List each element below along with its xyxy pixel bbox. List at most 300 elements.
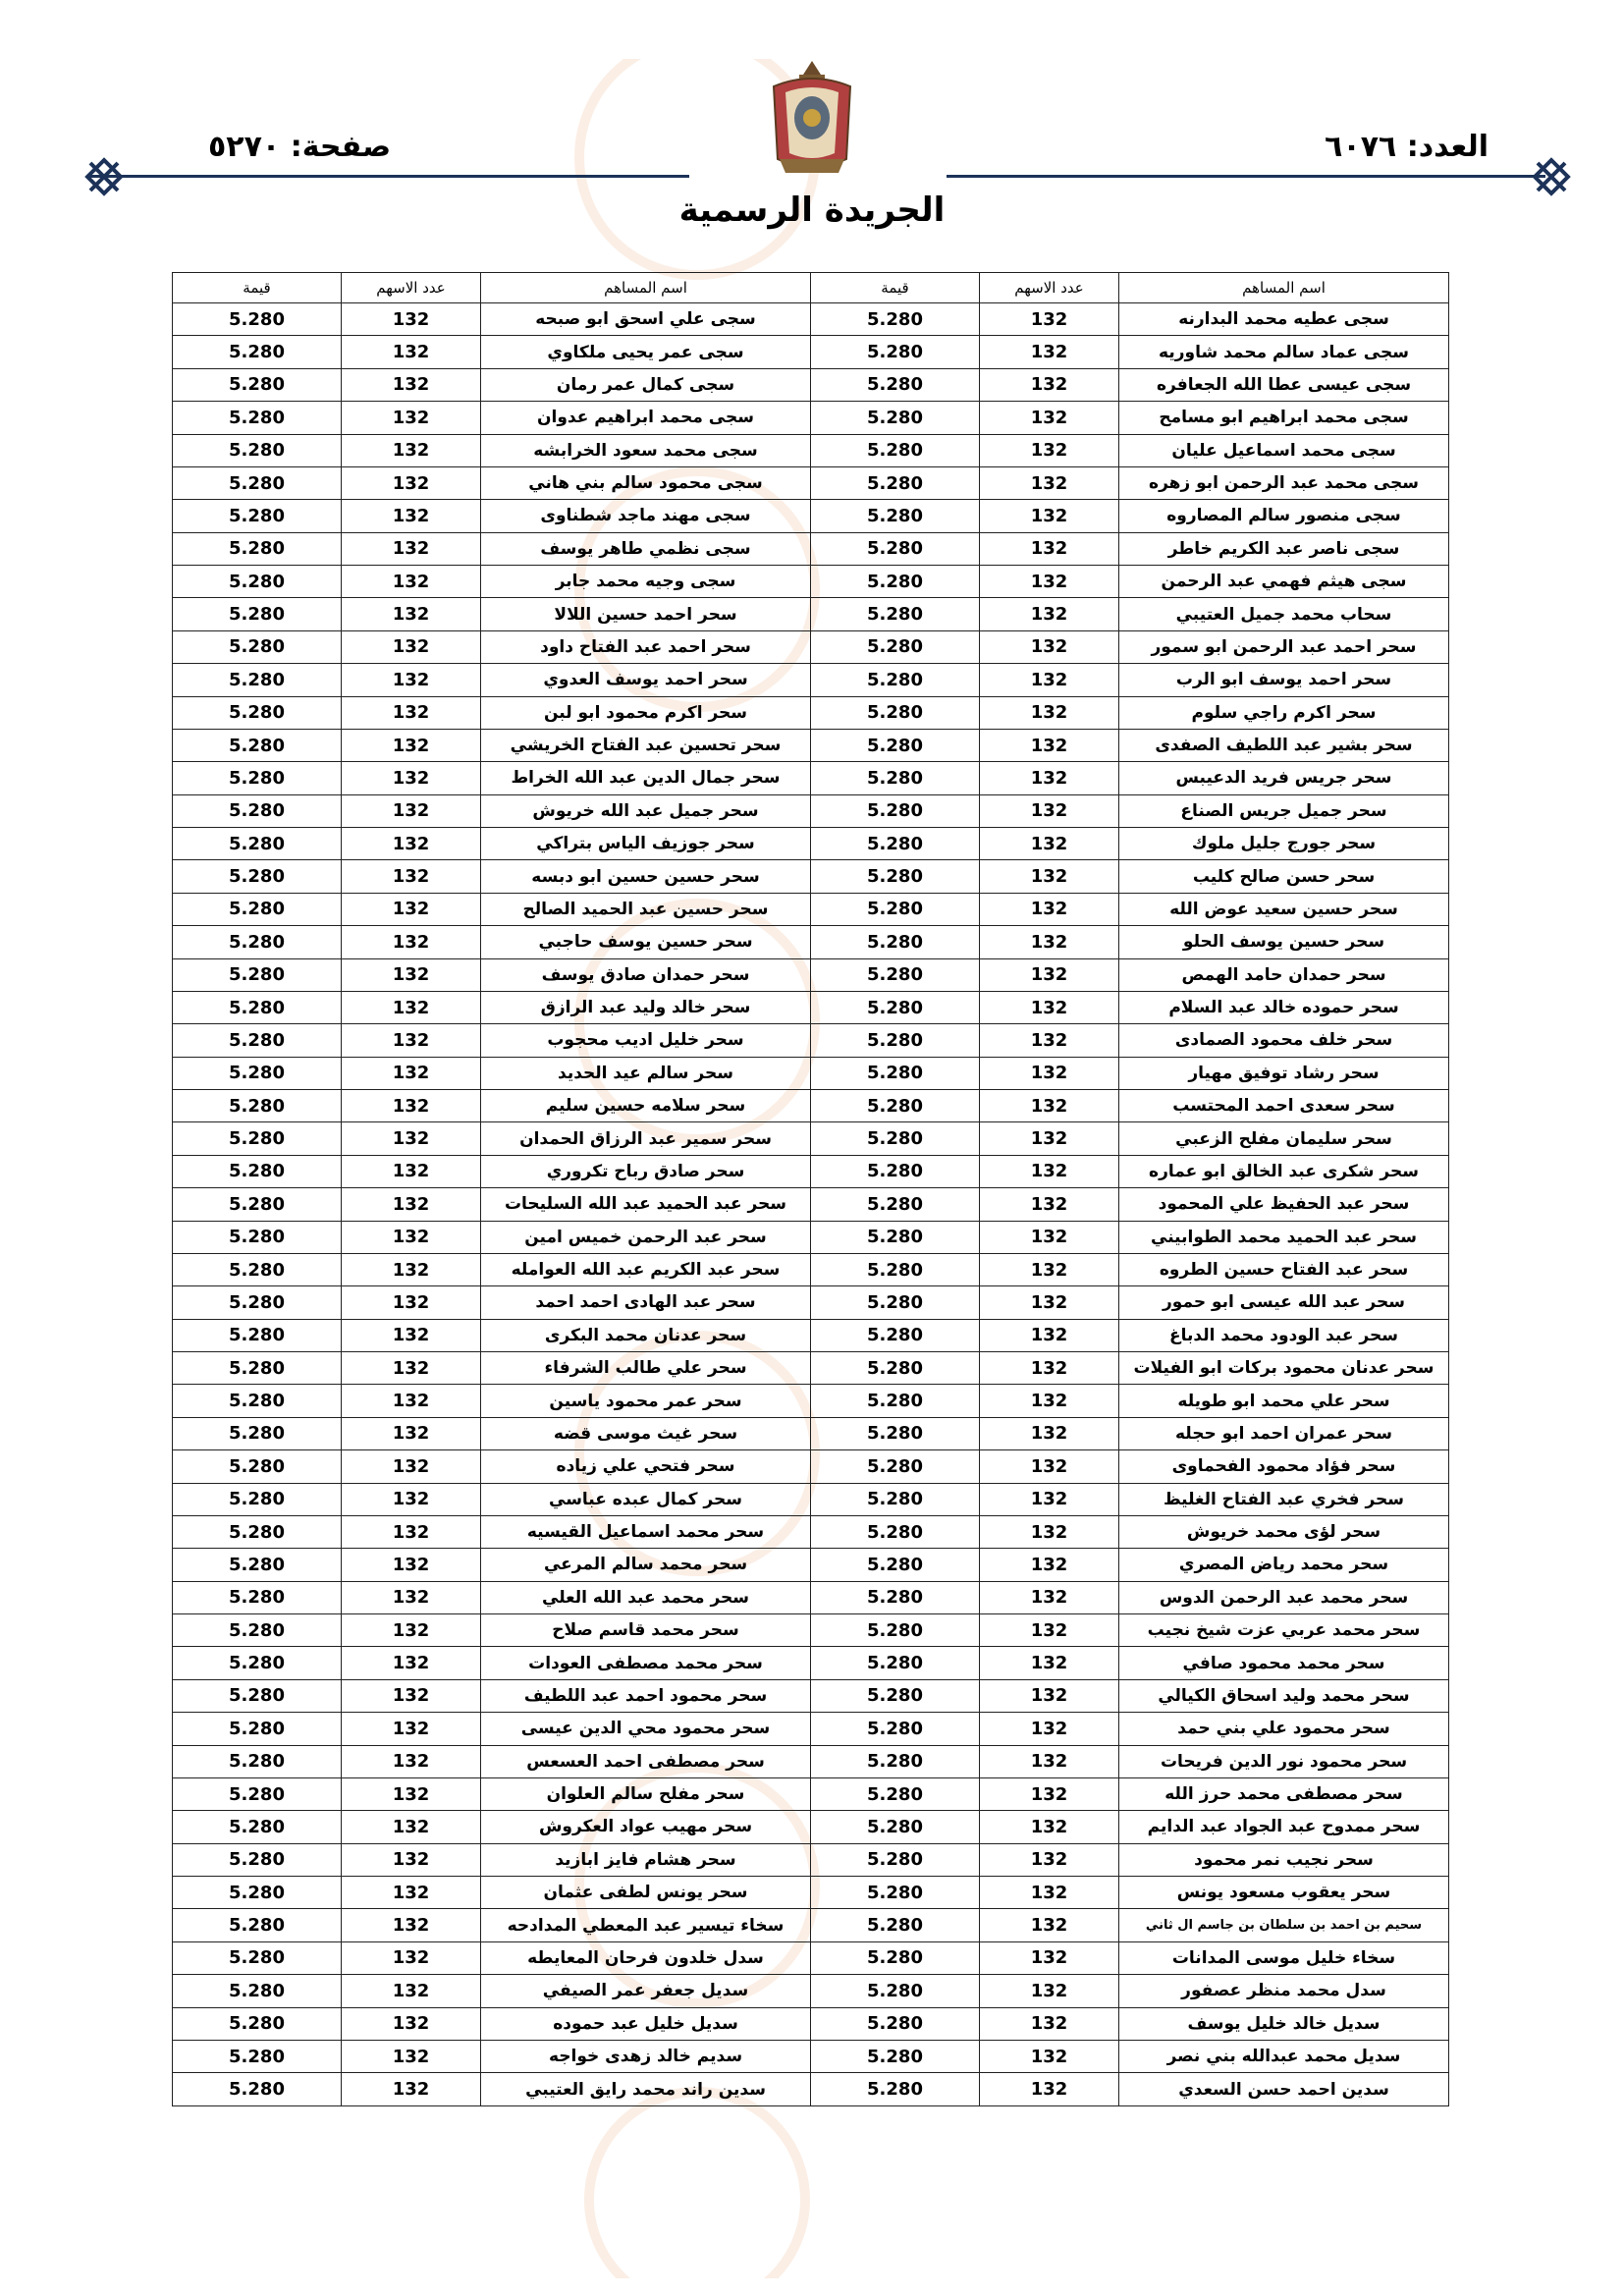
- right-share-count-cell: 132: [980, 2040, 1119, 2072]
- header-rule-right: [947, 175, 1545, 178]
- left-shareholder-name-cell: سجى علي اسحق ابو صبحه: [481, 303, 811, 336]
- right-shareholder-name-cell: سحر عمران احمد ابو حجله: [1119, 1417, 1449, 1449]
- right-share-count-cell: 132: [980, 1352, 1119, 1385]
- left-shareholder-name-cell: سجى وجيه محمد جابر: [481, 566, 811, 598]
- right-shareholder-name-cell: سحر حسن صالح كليب: [1119, 860, 1449, 893]
- right-shareholder-name-cell: سجى محمد ابراهيم ابو مسامح: [1119, 402, 1449, 434]
- left-shareholder-name-cell: سديل خليل عبد حموده: [481, 2007, 811, 2040]
- left-share-count-cell: 132: [342, 1024, 481, 1057]
- right-share-count-cell: 132: [980, 696, 1119, 729]
- left-share-value-cell: 5.280: [173, 402, 342, 434]
- right-share-count-cell: 132: [980, 566, 1119, 598]
- table-row: [173, 1975, 1449, 2007]
- right-share-value-cell: 5.280: [811, 1909, 980, 1941]
- right-shareholder-name-cell: سحر حسين سعيد عوض الله: [1119, 893, 1449, 925]
- left-share-count-cell: 132: [342, 1713, 481, 1745]
- left-share-count-cell: 132: [342, 991, 481, 1023]
- right-shareholder-name-cell: سديل محمد عبدالله بني نصر: [1119, 2040, 1449, 2072]
- right-shareholder-name-cell: سخاء خليل موسى المدانات: [1119, 1941, 1449, 1974]
- left-share-value-cell: 5.280: [173, 1713, 342, 1745]
- shareholders-table-container: [173, 272, 1449, 2106]
- table-row: [173, 794, 1449, 827]
- left-shareholder-name-cell: سحر هشام فايز ابازيد: [481, 1843, 811, 1876]
- left-share-count-cell: 132: [342, 434, 481, 466]
- right-share-count-cell: 132: [980, 336, 1119, 368]
- left-share-count-cell: 132: [342, 1777, 481, 1810]
- right-shareholder-name-cell: سحر فخري عبد الفتاح الغليظ: [1119, 1483, 1449, 1515]
- left-share-value-cell: 5.280: [173, 991, 342, 1023]
- table-row: [173, 1679, 1449, 1712]
- left-shareholder-name-cell: سحر علي طالب الشرفاء: [481, 1352, 811, 1385]
- right-shareholder-name-cell: سحر خلف محمود الصمادى: [1119, 1024, 1449, 1057]
- left-share-count-cell: 132: [342, 566, 481, 598]
- right-shareholder-name-cell: سجى هيثم فهمي عبد الرحمن: [1119, 566, 1449, 598]
- left-share-count-cell: 132: [342, 1319, 481, 1351]
- right-shareholder-name-cell: سدين احمد حسن السعدي: [1119, 2073, 1449, 2106]
- table-row: [173, 696, 1449, 729]
- right-share-count-cell: 132: [980, 893, 1119, 925]
- left-share-value-cell: 5.280: [173, 893, 342, 925]
- left-share-value-cell: 5.280: [173, 303, 342, 336]
- left-shareholder-name-cell: سدل خلدون فرحان المعايطه: [481, 1941, 811, 1974]
- right-share-value-cell: 5.280: [811, 1155, 980, 1187]
- table-row: [173, 1811, 1449, 1843]
- right-share-count-cell: 132: [980, 664, 1119, 696]
- left-shareholder-name-cell: سحر احمد يوسف العدوي: [481, 664, 811, 696]
- right-shareholder-name-cell: سحر شكرى عبد الخالق ابو عماره: [1119, 1155, 1449, 1187]
- right-share-count-cell: 132: [980, 1188, 1119, 1221]
- left-share-value-cell: 5.280: [173, 1122, 342, 1155]
- header-value: قيمة: [173, 273, 342, 303]
- left-share-value-cell: 5.280: [173, 1679, 342, 1712]
- left-shareholder-name-cell: سحر عبد الكريم عبد الله العوامله: [481, 1253, 811, 1285]
- table-row: [173, 1188, 1449, 1221]
- right-share-value-cell: 5.280: [811, 566, 980, 598]
- right-shareholder-name-cell: سحر اكرم راجي سلوم: [1119, 696, 1449, 729]
- right-shareholder-name-cell: سحر جريس فريد الدعيبس: [1119, 762, 1449, 794]
- left-shareholder-name-cell: سحر محمود محي الدين عيسى: [481, 1713, 811, 1745]
- table-row: [173, 1122, 1449, 1155]
- right-share-value-cell: 5.280: [811, 1024, 980, 1057]
- header-share-count: عدد الاسهم: [342, 273, 481, 303]
- left-share-count-cell: 132: [342, 893, 481, 925]
- right-share-count-cell: 132: [980, 1549, 1119, 1581]
- right-share-count-cell: 132: [980, 1483, 1119, 1515]
- table-row: [173, 1417, 1449, 1449]
- right-share-value-cell: 5.280: [811, 1417, 980, 1449]
- right-share-count-cell: 132: [980, 2007, 1119, 2040]
- left-shareholder-name-cell: سحر محمود احمد عبد اللطيف: [481, 1679, 811, 1712]
- header-share-count: عدد الاسهم: [980, 273, 1119, 303]
- table-row: [173, 1614, 1449, 1647]
- right-shareholder-name-cell: سحر جورج جليل ملوك: [1119, 828, 1449, 860]
- table-row: [173, 500, 1449, 532]
- left-shareholder-name-cell: سديل جعفر عمر الصيفي: [481, 1975, 811, 2007]
- right-share-value-cell: 5.280: [811, 1647, 980, 1679]
- right-shareholder-name-cell: سجى ناصر عبد الكريم خاطر: [1119, 532, 1449, 565]
- left-share-value-cell: 5.280: [173, 1221, 342, 1253]
- left-share-value-cell: 5.280: [173, 500, 342, 532]
- left-shareholder-name-cell: سحر حسين عبد الحميد الصالح: [481, 893, 811, 925]
- left-share-count-cell: 132: [342, 1483, 481, 1515]
- left-share-value-cell: 5.280: [173, 1843, 342, 1876]
- table-row: [173, 1909, 1449, 1941]
- table-row: [173, 434, 1449, 466]
- right-share-count-cell: 132: [980, 630, 1119, 663]
- right-share-count-cell: 132: [980, 991, 1119, 1023]
- right-share-value-cell: 5.280: [811, 1614, 980, 1647]
- right-shareholder-name-cell: سجى عماد سالم محمد شاوريه: [1119, 336, 1449, 368]
- right-share-count-cell: 132: [980, 762, 1119, 794]
- right-share-value-cell: 5.280: [811, 434, 980, 466]
- left-shareholder-name-cell: سدين راند محمد رايق العتيبي: [481, 2073, 811, 2106]
- right-share-value-cell: 5.280: [811, 1253, 980, 1285]
- right-share-value-cell: 5.280: [811, 860, 980, 893]
- left-shareholder-name-cell: سحر حسين حسين ابو دبسه: [481, 860, 811, 893]
- right-share-value-cell: 5.280: [811, 1090, 980, 1122]
- left-shareholder-name-cell: سحر حسين يوسف حاجبي: [481, 926, 811, 958]
- table-row: [173, 1286, 1449, 1319]
- left-shareholder-name-cell: سخاء تيسير عبد المعطي المدادحه: [481, 1909, 811, 1941]
- table-row: [173, 1941, 1449, 1974]
- left-share-count-cell: 132: [342, 1188, 481, 1221]
- table-row: [173, 1155, 1449, 1187]
- right-shareholder-name-cell: سحر محمود نور الدين فريحات: [1119, 1745, 1449, 1777]
- right-share-value-cell: 5.280: [811, 1877, 980, 1909]
- right-shareholder-name-cell: سحر عبد الودود محمد الدباغ: [1119, 1319, 1449, 1351]
- right-shareholder-name-cell: سجى عطيه محمد البدارنه: [1119, 303, 1449, 336]
- right-shareholder-name-cell: سحر محمد عبد الرحمن الدوس: [1119, 1581, 1449, 1613]
- left-share-value-cell: 5.280: [173, 794, 342, 827]
- right-share-value-cell: 5.280: [811, 1549, 980, 1581]
- right-share-count-cell: 132: [980, 1581, 1119, 1613]
- right-share-value-cell: 5.280: [811, 1843, 980, 1876]
- table-row: [173, 926, 1449, 958]
- right-shareholder-name-cell: سحاب محمد جميل العتيبي: [1119, 598, 1449, 630]
- right-share-count-cell: 132: [980, 1679, 1119, 1712]
- left-share-value-cell: 5.280: [173, 1647, 342, 1679]
- right-share-count-cell: 132: [980, 402, 1119, 434]
- right-shareholder-name-cell: سجى محمد اسماعيل عليان: [1119, 434, 1449, 466]
- left-share-value-cell: 5.280: [173, 2073, 342, 2106]
- right-share-value-cell: 5.280: [811, 1679, 980, 1712]
- right-share-value-cell: 5.280: [811, 368, 980, 401]
- left-share-count-cell: 132: [342, 828, 481, 860]
- right-share-count-cell: 132: [980, 368, 1119, 401]
- right-shareholder-name-cell: سحر عبد الحفيظ علي المحمود: [1119, 1188, 1449, 1221]
- left-share-count-cell: 132: [342, 1057, 481, 1089]
- left-shareholder-name-cell: سجى كمال عمر رمان: [481, 368, 811, 401]
- left-shareholder-name-cell: سجى عمر يحيى ملكاوي: [481, 336, 811, 368]
- right-shareholder-name-cell: سحر احمد يوسف ابو الرب: [1119, 664, 1449, 696]
- right-share-count-cell: 132: [980, 466, 1119, 499]
- left-share-count-cell: 132: [342, 1745, 481, 1777]
- left-share-count-cell: 132: [342, 2040, 481, 2072]
- table-header-row: [173, 273, 1449, 303]
- left-share-value-cell: 5.280: [173, 1057, 342, 1089]
- right-share-count-cell: 132: [980, 1843, 1119, 1876]
- table-row: [173, 1385, 1449, 1417]
- right-share-count-cell: 132: [980, 1385, 1119, 1417]
- page-number: صفحة: ٥٢٧٠: [208, 130, 392, 164]
- left-share-value-cell: 5.280: [173, 2040, 342, 2072]
- table-row: [173, 1024, 1449, 1057]
- left-share-count-cell: 132: [342, 958, 481, 991]
- left-share-value-cell: 5.280: [173, 434, 342, 466]
- right-share-count-cell: 132: [980, 1877, 1119, 1909]
- left-share-value-cell: 5.280: [173, 1777, 342, 1810]
- table-row: [173, 2040, 1449, 2072]
- right-shareholder-name-cell: سحر لؤى محمد خريوش: [1119, 1515, 1449, 1548]
- left-share-value-cell: 5.280: [173, 762, 342, 794]
- table-row: [173, 466, 1449, 499]
- right-share-count-cell: 132: [980, 1909, 1119, 1941]
- left-share-value-cell: 5.280: [173, 1811, 342, 1843]
- left-share-value-cell: 5.280: [173, 860, 342, 893]
- left-shareholder-name-cell: سحر محمد سالم المرعي: [481, 1549, 811, 1581]
- right-share-count-cell: 132: [980, 500, 1119, 532]
- left-share-count-cell: 132: [342, 1679, 481, 1712]
- left-share-count-cell: 132: [342, 794, 481, 827]
- left-share-value-cell: 5.280: [173, 1483, 342, 1515]
- right-share-value-cell: 5.280: [811, 958, 980, 991]
- left-share-count-cell: 132: [342, 1155, 481, 1187]
- left-shareholder-name-cell: سحر محمد قاسم صلاح: [481, 1614, 811, 1647]
- right-shareholder-name-cell: سديل خالد خليل يوسف: [1119, 2007, 1449, 2040]
- right-share-count-cell: 132: [980, 1777, 1119, 1810]
- right-shareholder-name-cell: سحر محمد وليد اسحاق الكيالي: [1119, 1679, 1449, 1712]
- left-shareholder-name-cell: سحر تحسين عبد الفتاح الخريشي: [481, 729, 811, 761]
- table-row: [173, 1057, 1449, 1089]
- right-share-value-cell: 5.280: [811, 794, 980, 827]
- left-shareholder-name-cell: سحر صادق رباح تكروري: [481, 1155, 811, 1187]
- right-share-count-cell: 132: [980, 434, 1119, 466]
- left-shareholder-name-cell: سجى محمد ابراهيم عدوان: [481, 402, 811, 434]
- left-share-count-cell: 132: [342, 762, 481, 794]
- right-share-value-cell: 5.280: [811, 1713, 980, 1745]
- table-row: [173, 1090, 1449, 1122]
- left-share-value-cell: 5.280: [173, 1024, 342, 1057]
- right-share-value-cell: 5.280: [811, 1483, 980, 1515]
- left-share-count-cell: 132: [342, 1549, 481, 1581]
- left-share-count-cell: 132: [342, 1581, 481, 1613]
- table-row: [173, 958, 1449, 991]
- left-share-count-cell: 132: [342, 1253, 481, 1285]
- table-row: [173, 303, 1449, 336]
- right-share-value-cell: 5.280: [811, 2007, 980, 2040]
- right-shareholder-name-cell: سحر سعدى احمد المحتسب: [1119, 1090, 1449, 1122]
- right-share-value-cell: 5.280: [811, 893, 980, 925]
- right-share-value-cell: 5.280: [811, 336, 980, 368]
- left-share-count-cell: 132: [342, 402, 481, 434]
- right-share-value-cell: 5.280: [811, 828, 980, 860]
- table-row: [173, 1843, 1449, 1876]
- right-share-value-cell: 5.280: [811, 1385, 980, 1417]
- table-row: [173, 1745, 1449, 1777]
- left-share-count-cell: 132: [342, 500, 481, 532]
- table-row: [173, 1515, 1449, 1548]
- left-share-count-cell: 132: [342, 1450, 481, 1483]
- right-share-value-cell: 5.280: [811, 2073, 980, 2106]
- right-shareholder-name-cell: سحر ممدوح عبد الجواد عبد الدايم: [1119, 1811, 1449, 1843]
- right-share-value-cell: 5.280: [811, 1188, 980, 1221]
- right-share-count-cell: 132: [980, 1057, 1119, 1089]
- left-share-count-cell: 132: [342, 664, 481, 696]
- left-share-value-cell: 5.280: [173, 466, 342, 499]
- table-row: [173, 664, 1449, 696]
- left-share-count-cell: 132: [342, 1941, 481, 1974]
- right-share-count-cell: 132: [980, 1713, 1119, 1745]
- left-share-value-cell: 5.280: [173, 1155, 342, 1187]
- left-share-count-cell: 132: [342, 1975, 481, 2007]
- left-shareholder-name-cell: سحر يونس لطفى عثمان: [481, 1877, 811, 1909]
- table-row: [173, 1221, 1449, 1253]
- right-share-count-cell: 132: [980, 1450, 1119, 1483]
- right-share-count-cell: 132: [980, 1122, 1119, 1155]
- right-shareholder-name-cell: سحر نجيب نمر محمود: [1119, 1843, 1449, 1876]
- left-share-value-cell: 5.280: [173, 729, 342, 761]
- left-shareholder-name-cell: سحر جميل عبد الله خريوش: [481, 794, 811, 827]
- left-share-count-cell: 132: [342, 860, 481, 893]
- left-shareholder-name-cell: سحر سالم عيد الحديد: [481, 1057, 811, 1089]
- header-shareholder-name: اسم المساهم: [1119, 273, 1449, 303]
- table-row: [173, 729, 1449, 761]
- right-share-count-cell: 132: [980, 1614, 1119, 1647]
- left-shareholder-name-cell: سحر عبد الحميد عبد الله السليحات: [481, 1188, 811, 1221]
- right-shareholder-name-cell: سحر فؤاد محمود الفحماوى: [1119, 1450, 1449, 1483]
- left-shareholder-name-cell: سحر عبد الهادى احمد احمد: [481, 1286, 811, 1319]
- left-shareholder-name-cell: سحر مهيب عواد العكروش: [481, 1811, 811, 1843]
- left-share-value-cell: 5.280: [173, 696, 342, 729]
- left-share-value-cell: 5.280: [173, 566, 342, 598]
- left-share-value-cell: 5.280: [173, 1188, 342, 1221]
- right-share-count-cell: 132: [980, 598, 1119, 630]
- right-shareholder-name-cell: سدل محمد منظر عصفور: [1119, 1975, 1449, 2007]
- table-row: [173, 1877, 1449, 1909]
- left-share-value-cell: 5.280: [173, 630, 342, 663]
- left-share-count-cell: 132: [342, 1843, 481, 1876]
- right-share-value-cell: 5.280: [811, 1319, 980, 1351]
- issue-number: العدد: ٦٠٧٦: [1325, 130, 1489, 164]
- right-share-count-cell: 132: [980, 1975, 1119, 2007]
- left-shareholder-name-cell: سحر مصطفى احمد العسعس: [481, 1745, 811, 1777]
- right-shareholder-name-cell: سحر محمد رياض المصري: [1119, 1549, 1449, 1581]
- table-row: [173, 1713, 1449, 1745]
- right-shareholder-name-cell: سحر بشير عبد اللطيف الصفدى: [1119, 729, 1449, 761]
- left-shareholder-name-cell: سحر مفلح سالم العلوان: [481, 1777, 811, 1810]
- left-share-count-cell: 132: [342, 336, 481, 368]
- left-shareholder-name-cell: سحر اكرم محمود ابو لبن: [481, 696, 811, 729]
- table-row: [173, 1777, 1449, 1810]
- left-share-value-cell: 5.280: [173, 368, 342, 401]
- right-shareholder-name-cell: سجى منصور سالم المصاروه: [1119, 500, 1449, 532]
- header-value: قيمة: [811, 273, 980, 303]
- table-row: [173, 1352, 1449, 1385]
- left-share-value-cell: 5.280: [173, 1417, 342, 1449]
- table-row: [173, 368, 1449, 401]
- right-share-value-cell: 5.280: [811, 1286, 980, 1319]
- left-share-count-cell: 132: [342, 368, 481, 401]
- left-share-value-cell: 5.280: [173, 1515, 342, 1548]
- left-shareholder-name-cell: سحر عدنان محمد البكرى: [481, 1319, 811, 1351]
- table-row: [173, 336, 1449, 368]
- table-row: [173, 1549, 1449, 1581]
- left-shareholder-name-cell: سحر جمال الدين عبد الله الخراط: [481, 762, 811, 794]
- left-share-value-cell: 5.280: [173, 1385, 342, 1417]
- table-row: [173, 630, 1449, 663]
- right-shareholder-name-cell: سحر احمد عبد الرحمن ابو سمور: [1119, 630, 1449, 663]
- table-row: [173, 2073, 1449, 2106]
- left-share-count-cell: 132: [342, 1647, 481, 1679]
- left-share-count-cell: 132: [342, 1909, 481, 1941]
- left-shareholder-name-cell: سحر سلامه حسين سليم: [481, 1090, 811, 1122]
- right-share-count-cell: 132: [980, 532, 1119, 565]
- right-share-value-cell: 5.280: [811, 303, 980, 336]
- left-shareholder-name-cell: سحر خليل اديب محجوب: [481, 1024, 811, 1057]
- left-shareholder-name-cell: سحر محمد عبد الله العلي: [481, 1581, 811, 1613]
- right-shareholder-name-cell: سحر حمدان حامد الهمص: [1119, 958, 1449, 991]
- right-shareholder-name-cell: سحر عبد الحميد محمد الطوابيني: [1119, 1221, 1449, 1253]
- left-share-value-cell: 5.280: [173, 1319, 342, 1351]
- right-share-count-cell: 132: [980, 303, 1119, 336]
- right-share-value-cell: 5.280: [811, 1515, 980, 1548]
- left-shareholder-name-cell: سحر حمدان صادق يوسف: [481, 958, 811, 991]
- right-share-value-cell: 5.280: [811, 696, 980, 729]
- left-share-value-cell: 5.280: [173, 1975, 342, 2007]
- right-share-value-cell: 5.280: [811, 2040, 980, 2072]
- left-share-value-cell: 5.280: [173, 828, 342, 860]
- right-share-count-cell: 132: [980, 729, 1119, 761]
- right-share-count-cell: 132: [980, 1253, 1119, 1285]
- right-share-value-cell: 5.280: [811, 1352, 980, 1385]
- right-share-value-cell: 5.280: [811, 1581, 980, 1613]
- right-share-value-cell: 5.280: [811, 630, 980, 663]
- header-rule-left: [88, 175, 689, 178]
- left-share-count-cell: 132: [342, 1221, 481, 1253]
- table-row: [173, 1253, 1449, 1285]
- left-share-count-cell: 132: [342, 303, 481, 336]
- table-row: [173, 893, 1449, 925]
- right-share-value-cell: 5.280: [811, 1221, 980, 1253]
- right-share-value-cell: 5.280: [811, 1057, 980, 1089]
- left-shareholder-name-cell: سحر سمير عبد الرزاق الحمدان: [481, 1122, 811, 1155]
- table-row: [173, 402, 1449, 434]
- right-share-value-cell: 5.280: [811, 1777, 980, 1810]
- right-share-value-cell: 5.280: [811, 1745, 980, 1777]
- right-share-count-cell: 132: [980, 1515, 1119, 1548]
- right-share-value-cell: 5.280: [811, 1811, 980, 1843]
- left-share-value-cell: 5.280: [173, 1253, 342, 1285]
- left-share-count-cell: 132: [342, 532, 481, 565]
- right-shareholder-name-cell: سحر يعقوب مسعود يونس: [1119, 1877, 1449, 1909]
- right-shareholder-name-cell: سحر عدنان محمود بركات ابو الفيلات: [1119, 1352, 1449, 1385]
- right-share-count-cell: 132: [980, 926, 1119, 958]
- right-shareholder-name-cell: سحر محمد عربي عزت شيخ نجيب: [1119, 1614, 1449, 1647]
- right-shareholder-name-cell: سجى عيسى عطا الله الجعافره: [1119, 368, 1449, 401]
- left-shareholder-name-cell: سحر احمد حسين اللالا: [481, 598, 811, 630]
- right-shareholder-name-cell: سحر محمد محمود صافي: [1119, 1647, 1449, 1679]
- left-share-value-cell: 5.280: [173, 1450, 342, 1483]
- left-shareholder-name-cell: سديم خالد زهدى خواجه: [481, 2040, 811, 2072]
- left-share-value-cell: 5.280: [173, 1549, 342, 1581]
- right-share-value-cell: 5.280: [811, 926, 980, 958]
- table-row: [173, 1319, 1449, 1351]
- right-share-value-cell: 5.280: [811, 664, 980, 696]
- table-row: [173, 762, 1449, 794]
- right-share-value-cell: 5.280: [811, 1122, 980, 1155]
- table-row: [173, 1581, 1449, 1613]
- table-row: [173, 991, 1449, 1023]
